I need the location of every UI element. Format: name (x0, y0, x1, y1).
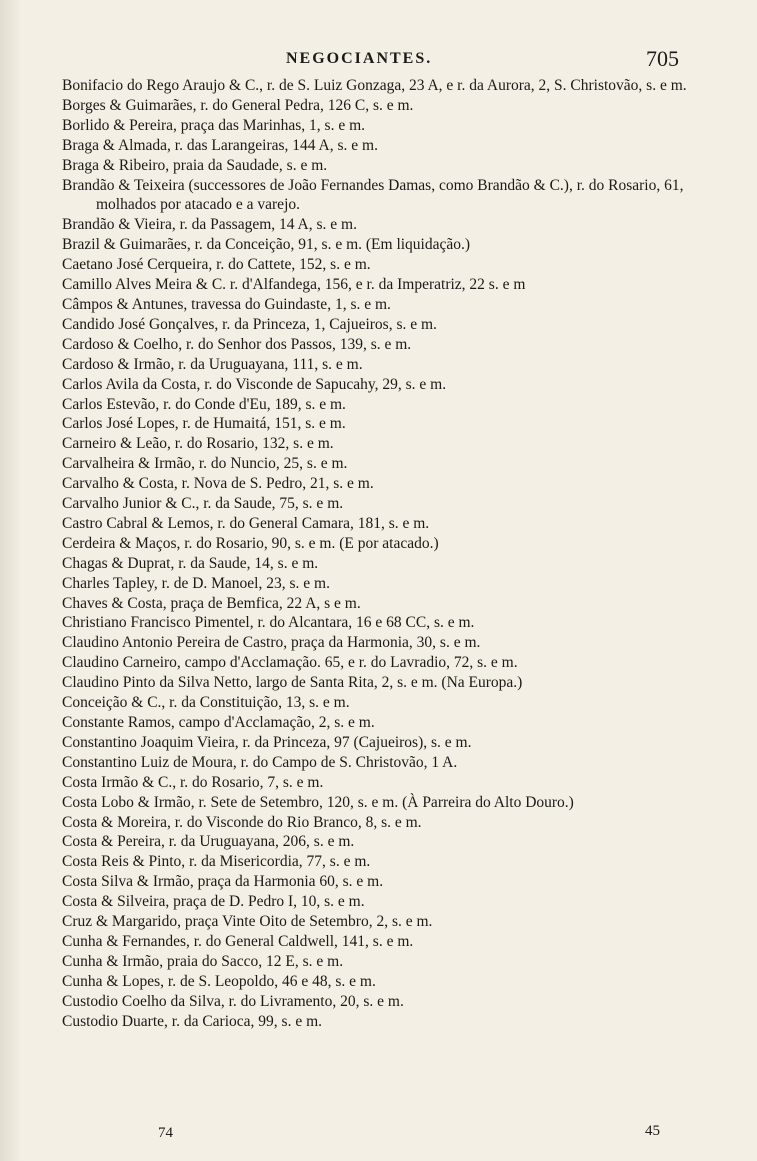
list-item: Chagas & Duprat, r. da Saude, 14, s. e m. (62, 554, 319, 572)
list-item: Cunha & Lopes, r. de S. Leopoldo, 46 e 48, s. e m. (62, 972, 376, 990)
list-item: Cerdeira & Maços, r. do Rosario, 90, s. e m. (E por atacado.) (62, 534, 439, 552)
list-item: Christiano Francisco Pimentel, r. do Alcantara, 16 e 68 CC, s. e m. (62, 614, 475, 632)
list-item: Constantino Joaquim Vieira, r. da Princeza, 97 (Cajueiros), s. e m. (62, 733, 472, 751)
list-item: Costa Silva & Irmão, praça da Harmonia 60, s. e m. (62, 873, 384, 891)
list-item: Cunha & Irmão, praia do Sacco, 12 E, s. e m. (62, 952, 344, 970)
list-item: Conceição & C., r. da Constituição, 13, s. e m. (62, 694, 350, 712)
list-item: Constantino Luiz de Moura, r. do Campo de S. Christovão, 1 A. (62, 753, 458, 771)
list-item: Costa & Pereira, r. da Uruguayana, 206, s. e m. (62, 833, 355, 851)
list-item: Costa Reis & Pinto, r. da Misericordia, 77, s. e m. (62, 853, 371, 871)
page-title: NEGOCIANTES. (286, 50, 433, 67)
list-item: Cunha & Fernandes, r. do General Caldwell, 141, s. e m. (62, 932, 414, 950)
list-item: Claudino Pinto da Silva Netto, largo de Santa Rita, 2, s. e m. (Na Europa.) (62, 674, 523, 692)
list-item: Brandão & Teixeira (successores de João Fernandes Damas, como Brandão & C.), r. do Rosario, 61, molhados por atacado e a varejo. (62, 176, 688, 214)
signature-mark: 74 (158, 1125, 173, 1141)
page-header (0, 46, 757, 76)
list-item: Braga & Ribeiro, praia da Saudade, s. e m. (62, 156, 328, 174)
list-item: Braga & Almada, r. das Larangeiras, 144 A, s. e m. (62, 136, 378, 154)
merchant-list (62, 76, 712, 1032)
list-item: Cardoso & Coelho, r. do Senhor dos Passos, 139, s. e m. (62, 335, 412, 353)
list-item: Costa Lobo & Irmão, r. Sete de Setembro, 120, s. e m. (À Parreira do Alto Douro.) (62, 793, 574, 811)
list-item: Castro Cabral & Lemos, r. do General Camara, 181, s. e m. (62, 514, 430, 532)
list-item: Borges & Guimarães, r. do General Pedra, 126 C, s. e m. (62, 96, 414, 114)
list-item: Carneiro & Leão, r. do Rosario, 132, s. e m. (62, 435, 334, 453)
list-item: Costa & Moreira, r. do Visconde do Rio Branco, 8, s. e m. (62, 813, 422, 831)
list-item: Charles Tapley, r. de D. Manoel, 23, s. e m. (62, 574, 330, 592)
list-item: Cruz & Margarido, praça Vinte Oito de Setembro, 2, s. e m. (62, 913, 433, 931)
list-item: Carvalheira & Irmão, r. do Nuncio, 25, s. e m. (62, 455, 348, 473)
list-item: Cardoso & Irmão, r. da Uruguayana, 111, s. e m. (62, 355, 363, 373)
list-item: Claudino Carneiro, campo d'Acclamação. 65, e r. do Lavradio, 72, s. e m. (62, 654, 518, 672)
page-binding-edge (0, 0, 22, 1161)
list-item: Brandão & Vieira, r. da Passagem, 14 A, s. e m. (62, 216, 357, 234)
gathering-mark: 45 (645, 1123, 660, 1139)
page-number: 705 (646, 46, 679, 71)
list-item: Costa Irmão & C., r. do Rosario, 7, s. e m. (62, 773, 324, 791)
list-item: Candido José Gonçalves, r. da Princeza, 1, Cajueiros, s. e m. (62, 315, 437, 333)
list-item: Custodio Coelho da Silva, r. do Livramento, 20, s. e m. (62, 992, 404, 1010)
list-item: Brazil & Guimarães, r. da Conceição, 91, s. e m. (Em liquidação.) (62, 236, 471, 254)
list-item: Câmpos & Antunes, travessa do Guindaste, 1, s. e m. (62, 295, 391, 313)
list-item: Carlos Estevão, r. do Conde d'Eu, 189, s. e m. (62, 395, 346, 413)
list-item: Carlos José Lopes, r. de Humaitá, 151, s. e m. (62, 415, 346, 433)
list-item: Costa & Silveira, praça de D. Pedro I, 10, s. e m. (62, 893, 365, 911)
list-item: Carlos Avila da Costa, r. do Visconde de Sapucahy, 29, s. e m. (62, 375, 447, 393)
list-item: Claudino Antonio Pereira de Castro, praça da Harmonia, 30, s. e m. (62, 634, 481, 652)
list-item: Chaves & Costa, praça de Bemfica, 22 A, s e m. (62, 594, 361, 612)
list-item: Bonifacio do Rego Araujo & C., r. de S. Luiz Gonzaga, 23 A, e r. da Aurora, 2, S. Christovão, s. e m. (62, 77, 687, 94)
list-item: Camillo Alves Meira & C. r. d'Alfandega, 156, e r. da Imperatriz, 22 s. e m (62, 276, 526, 294)
list-item: Custodio Duarte, r. da Carioca, 99, s. e m. (62, 1012, 323, 1030)
list-item: Carvalho & Costa, r. Nova de S. Pedro, 21, s. e m. (62, 475, 374, 493)
list-item: Borlido & Pereira, praça das Marinhas, 1, s. e m. (62, 116, 366, 134)
list-item: Constante Ramos, campo d'Acclamação, 2, s. e m. (62, 714, 375, 731)
list-item: Carvalho Junior & C., r. da Saude, 75, s. e m. (62, 495, 344, 513)
list-item: Caetano José Cerqueira, r. do Cattete, 152, s. e m. (62, 256, 371, 274)
